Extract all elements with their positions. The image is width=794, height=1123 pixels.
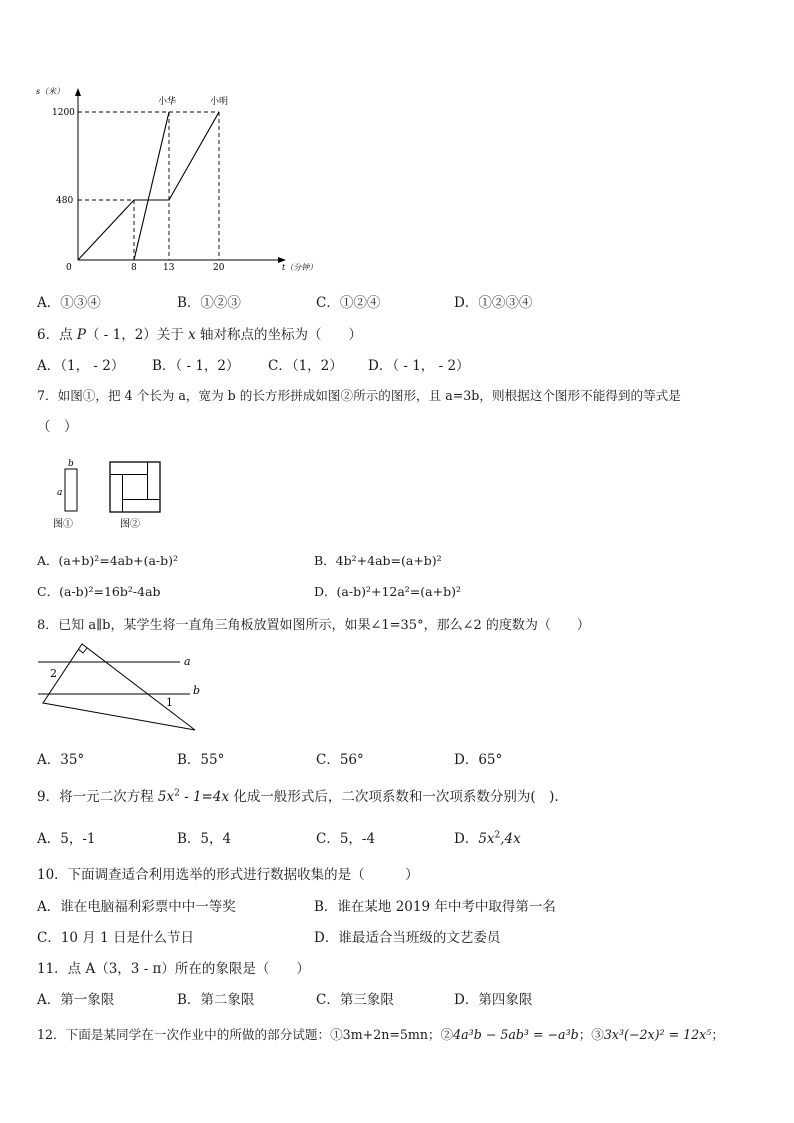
q6-stem <box>37 323 362 343</box>
q9-option-c[interactable]: C．5，-4 <box>316 831 376 847</box>
fig1-label-a: a <box>57 488 63 498</box>
q9-eq-5x: 5x <box>157 789 175 805</box>
q8-option-b[interactable]: B．55° <box>177 752 225 768</box>
fig2-inner-square <box>123 475 148 500</box>
x-axis-label: t（分钟） <box>282 263 318 272</box>
fig1-rectangle <box>65 469 77 511</box>
q10-option-b[interactable]: B．谁在某地 2019 年中考中取得第一名 <box>314 899 556 915</box>
q6-axis-x: x <box>188 327 196 343</box>
q7-stem-line2: （ ） <box>37 419 78 435</box>
label-a: a <box>184 655 191 668</box>
label-xiaoming: 小明 <box>210 97 229 107</box>
q9-optd-sup: 2 <box>494 830 501 841</box>
angle-1-label: 1 <box>166 696 173 709</box>
y-tick-1200: 1200 <box>52 108 75 118</box>
series-xiaoming <box>78 112 219 260</box>
q11-option-c[interactable]: C．第三象限 <box>316 992 394 1008</box>
x-tick-13: 13 <box>163 263 175 273</box>
q9-optd-pre: D． <box>454 831 479 847</box>
q6-option-b[interactable]: B．（ - 1，2） <box>152 358 240 374</box>
x-tick-8: 8 <box>131 263 137 273</box>
fig2-outer-square <box>110 462 160 512</box>
q7-option-a[interactable]: A．(a+b)²=4ab+(a-b)² <box>37 553 179 568</box>
q9-stem-post: 化成一般形式后，二次项系数和一次项系数分别为( ). <box>229 789 559 805</box>
q8-stem: 8．已知 a∥b，某学生将一直角三角板放置如图所示，如果∠1=35°，那么∠2 的度数为（ ） <box>37 618 590 633</box>
q6-option-c[interactable]: C．（1，2） <box>268 358 343 374</box>
y-tick-480: 480 <box>56 196 74 206</box>
fig1-caption: 图① <box>53 519 73 530</box>
q9-eq-rest: - 1=4x <box>179 789 230 805</box>
distance-time-graph <box>30 80 340 280</box>
label-b: b <box>193 684 201 697</box>
q9-optd-rest: ,4x <box>500 831 521 847</box>
q9-eq-sup: 2 <box>174 788 180 799</box>
q9-option-b[interactable]: B．5，4 <box>177 831 232 847</box>
q9-option-a[interactable]: A．5，-1 <box>37 831 96 847</box>
q12-expr2: 4a³b − 5ab³ = −a³b <box>453 1027 579 1042</box>
fig2-caption: 图② <box>120 519 140 530</box>
q5-option-c[interactable]: C．①②④ <box>316 295 381 311</box>
q9-option-d[interactable] <box>454 827 521 847</box>
q7-option-b[interactable]: B．4b²+4ab=(a+b)² <box>314 553 442 568</box>
q5-option-d[interactable]: D．①②③④ <box>454 295 533 311</box>
q9-stem-pre: 9．将一元二次方程 <box>37 789 158 805</box>
right-triangle-ruler <box>43 644 195 730</box>
x-tick-0: 0 <box>66 263 72 273</box>
q6-stem-mid: （ - 1，2）关于 <box>85 327 189 343</box>
fig1-label-b: b <box>68 459 74 469</box>
q12-end: ； <box>711 1027 724 1042</box>
q11-option-d[interactable]: D．第四象限 <box>454 992 533 1008</box>
y-axis-label: s（米） <box>36 87 65 96</box>
q8-option-a[interactable]: A．35° <box>37 752 85 768</box>
q8-figure <box>30 640 210 735</box>
q8-option-c[interactable]: C．56° <box>316 752 364 768</box>
q6-option-a[interactable]: A．（1， - 2） <box>37 358 125 374</box>
angle-2-label: 2 <box>50 667 57 680</box>
q7-option-c[interactable]: C．(a-b)²=16b²-4ab <box>37 584 161 599</box>
q12-stem <box>37 1024 724 1043</box>
series-xiaohua <box>134 112 169 260</box>
y-axis-arrow <box>75 88 81 96</box>
x-tick-20: 20 <box>213 263 225 273</box>
q9-stem <box>37 785 559 805</box>
label-xiaohua: 小华 <box>158 97 177 107</box>
q12-stem-pre: 12．下面是某同学在一次作业中的所做的部分试题：①3m+2n=5mn；② <box>37 1027 454 1042</box>
q7-stem-line1: 7．如图①，把 4 个长为 a，宽为 b 的长方形拼成如图②所示的图形，且 a=3b，则根据这个图形不能得到的等式是 <box>37 388 681 403</box>
q7-figures <box>50 455 180 535</box>
q5-option-b[interactable]: B．①②③ <box>177 295 241 311</box>
q6-stem-post: 轴对称点的坐标为（ ） <box>195 327 363 343</box>
q11-option-a[interactable]: A．第一象限 <box>37 992 115 1008</box>
q11-option-b[interactable]: B．第二象限 <box>177 992 255 1008</box>
q6-option-d[interactable]: D．（ - 1， - 2） <box>368 358 470 374</box>
q12-mid: ；③ <box>578 1027 604 1042</box>
q9-optd-5x: 5x <box>478 831 495 847</box>
q10-option-d[interactable]: D．谁最适合当班级的文艺委员 <box>314 930 501 946</box>
q10-stem: 10．下面调查适合利用选举的形式进行数据收集的是（ ） <box>37 867 419 883</box>
q5-option-a[interactable]: A．①③④ <box>37 295 101 311</box>
q6-stem-pre: 6．点 <box>37 327 77 343</box>
q10-option-c[interactable]: C．10 月 1 日是什么节日 <box>37 930 194 946</box>
q10-option-a[interactable]: A．谁在电脑福利彩票中中一等奖 <box>37 899 236 915</box>
q8-option-d[interactable]: D．65° <box>454 752 503 768</box>
q7-option-d[interactable]: D．(a-b)²+12a²=(a+b)² <box>314 584 461 599</box>
q6-point-p: P <box>76 327 86 343</box>
q11-stem: 11．点 A（3，3 - π）所在的象限是（ ） <box>37 961 310 977</box>
q12-expr3: 3x³(−2x)² = 12x⁵ <box>603 1027 712 1042</box>
